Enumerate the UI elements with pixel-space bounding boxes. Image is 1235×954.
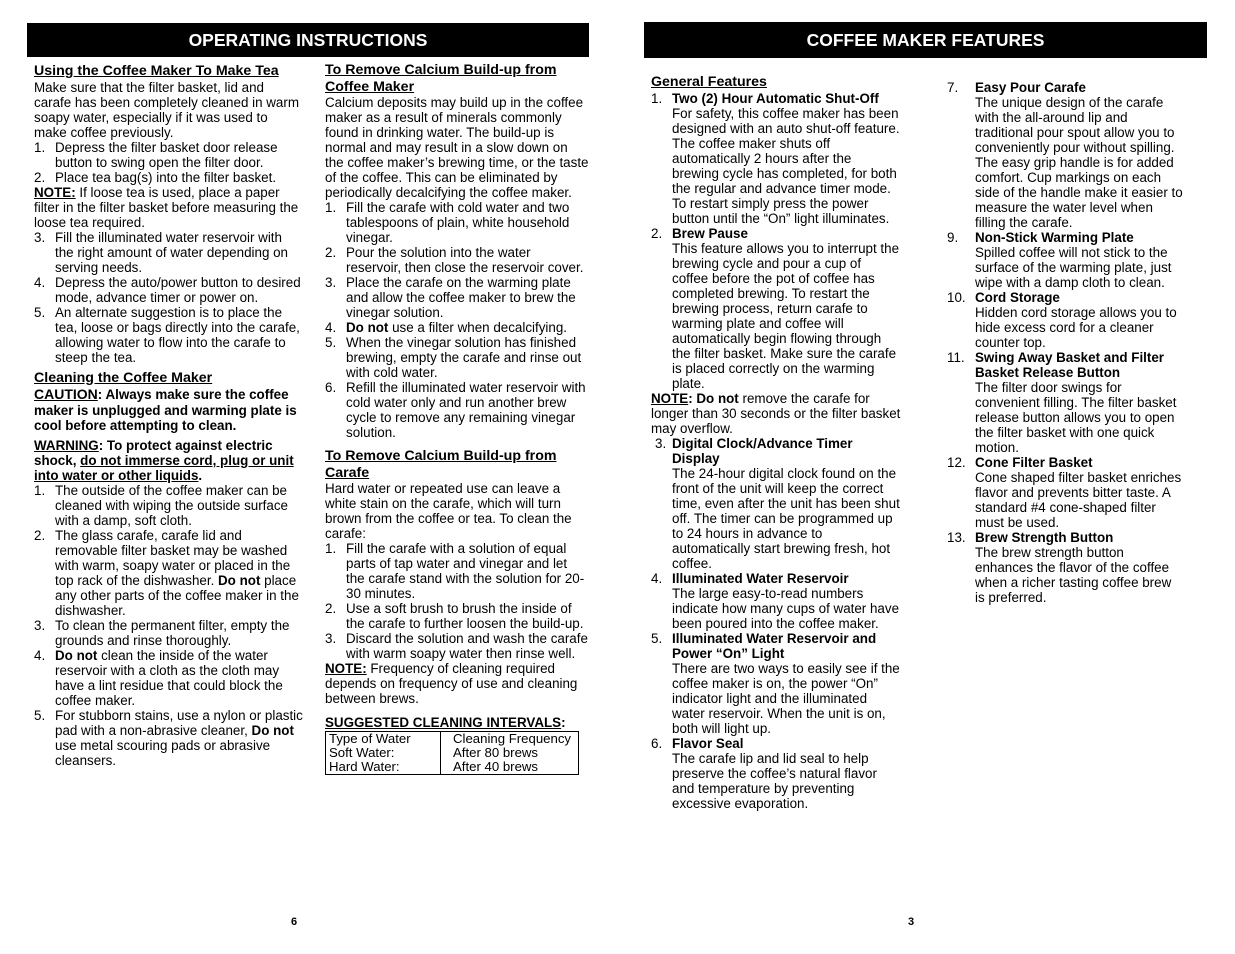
list-item	[325, 335, 589, 380]
list-item	[34, 305, 304, 365]
item-number: 1.	[34, 139, 46, 155]
feature-number: 7.	[947, 80, 959, 95]
item-text: Place the carafe on the warming plate and allow the coffee maker to brew the vinegar solution.	[346, 275, 576, 320]
intervals-cell: Cleaning Frequency	[453, 731, 572, 746]
calcium-carafe-note: NOTE: Frequency of cleaning required depends on frequency of use and cleaning between brews.	[325, 661, 578, 706]
item-number: 3.	[325, 631, 337, 646]
item-number: 6.	[325, 380, 337, 395]
list-item	[325, 320, 589, 335]
intervals-cell: After 80 brews	[453, 745, 539, 760]
page-number-right: 3	[908, 916, 915, 928]
item-number: 3.	[34, 617, 46, 633]
feature-description: The unique design of the carafe with the all-around lip and traditional pour spout allow you to conveniently pour without spilling. The easy grip handle is for added comfort. Cup markings on each side of the handle make it easier to measure the water level when filling the carafe.	[975, 95, 1183, 230]
section-title-tea: Using the Coffee Maker To Make Tea	[34, 63, 279, 79]
item-text: The glass carafe, carafe lid and removable filter basket may be washed with warm, soapy water or placed in the top rack of the dishwasher.	[55, 527, 291, 588]
section-title-calcium-maker: To Remove Calcium Build-up from Coffee Maker	[325, 62, 557, 95]
item-text: Fill the illuminated water reservoir with the right amount of water depending on serving needs.	[55, 229, 289, 275]
coffee-maker-features-header	[644, 22, 1207, 58]
calcium-maker-intro: Calcium deposits may build up in the coffee maker as a result of minerals commonly found in drinking water. The build-up is normal and may result in a slow down on the coffee maker’s brewing time, or the taste of the coffee. This can be eliminated by periodically decalcifying the coffee maker.	[325, 95, 589, 200]
feature-item: 3. Digital Clock/Advance Timer Display The 24-hour digital clock found on the front of the unit will keep the correct time, even after the unit has been shut off. The timer can be programmed up to 24 hours in advance to automatically start brewing fresh, hot coffee.	[655, 435, 900, 571]
operating-instructions-header	[27, 23, 589, 57]
feature-item	[947, 80, 1183, 230]
list-item	[34, 648, 304, 708]
feature-title: Swing Away Basket and Filter Basket Release Button	[975, 350, 1165, 380]
right-column-2	[947, 80, 1183, 605]
section-title-calcium-carafe: To Remove Calcium Build-up from Carafe	[325, 448, 557, 481]
feature-number: 13.	[947, 530, 966, 545]
item-number: 2.	[325, 245, 337, 260]
intervals-cell: After 40 brews	[453, 759, 539, 774]
feature-title: Brew Strength Button	[975, 530, 1114, 545]
feature-number: 9.	[947, 230, 959, 245]
item-number: 5.	[325, 335, 337, 350]
list-item	[34, 618, 304, 648]
item-number: 4.	[325, 320, 337, 335]
list-item	[325, 541, 589, 601]
calcium-carafe-intro: Hard water or repeated use can leave a white stain on the carafe, which will turn brown from the coffee or tea. To clean the carafe:	[325, 481, 572, 541]
features-list-c	[947, 80, 1183, 605]
item-number: 3.	[34, 229, 46, 245]
item-text: Place tea bag(s) into the filter basket.	[55, 169, 277, 185]
feature-title: Cord Storage	[975, 290, 1060, 305]
intervals-cell: Hard Water:	[326, 760, 441, 775]
feature-item: 6. Flavor Seal The carafe lip and lid seal to help preserve the coffee’s natural flavor and temperature by preventing excessive evaporation.	[651, 735, 877, 811]
item-text: use a filter when decalcifying.	[388, 320, 568, 335]
item-text: To clean the permanent filter, empty the grounds and rinse thoroughly.	[55, 617, 290, 648]
feature-description: Spilled coffee will not stick to the surface of the warming plate, just wipe with a damp cloth to clean.	[975, 245, 1172, 290]
item-text: clean the inside of the water reservoir with a cloth as the cloth may have a lint residue that could block the coffee maker.	[55, 647, 283, 708]
item-text: The outside of the coffee maker can be cleaned with wiping the outside surface with a damp, soft cloth.	[55, 482, 288, 528]
section-title-cleaning: Cleaning the Coffee Maker	[34, 369, 213, 386]
item-text: An alternate suggestion is to place the tea, loose or bags directly into the carafe, allowing water to flow into the carafe to steep the tea.	[55, 304, 300, 365]
item-text: Depress the filter basket door release button to swing open the filter door.	[55, 139, 278, 170]
item-number: 5.	[34, 707, 46, 723]
item-text: use metal scouring pads or abrasive cleansers.	[55, 737, 271, 768]
item-text: Pour the solution into the water reservoir, then close the reservoir cover.	[346, 245, 584, 275]
feature-item	[947, 350, 1183, 455]
tea-intro: Make sure that the filter basket, lid and carafe has been completely cleaned in warm soapy water, especially if it was used to make coffee previously.	[34, 79, 299, 140]
item-text: When the vinegar solution has finished brewing, empty the carafe and rinse out with cold water.	[346, 335, 582, 380]
tea-steps-b	[34, 230, 304, 365]
item-text: Use a soft brush to brush the inside of the carafe to further loosen the build-up.	[346, 601, 584, 631]
item-number: 2.	[325, 601, 337, 616]
item-text: For stubborn stains, use a nylon or plastic pad with a non-abrasive cleaner,	[55, 707, 303, 738]
feature-description: Hidden cord storage allows you to hide excess cord for a cleaner counter top.	[975, 305, 1177, 350]
item-text: Depress the auto/power button to desired mode, advance timer or power on.	[55, 274, 301, 305]
intervals-title: SUGGESTED CLEANING INTERVALS:	[325, 715, 566, 730]
list-item	[34, 528, 304, 618]
item-number: 1.	[325, 541, 337, 556]
tea-steps-a	[34, 140, 304, 185]
item-emphasis: Do not	[218, 572, 261, 588]
feature-item: 2. Brew Pause This feature allows you to interrupt the brewing cycle and pour a cup of coffee before the pot of coffee has completed brewing. To restart the brewing process, return carafe to warming plate and coffee will automatically begin flowing through the filter basket. Make sure the carafe is placed correctly on the warming plate.	[651, 225, 900, 391]
list-item	[34, 483, 304, 528]
intervals-cell: Soft Water:	[326, 746, 441, 760]
item-number: 2.	[34, 169, 46, 185]
page-number-left: 6	[291, 916, 298, 928]
item-emphasis: Do not	[346, 320, 389, 335]
feature-description: Cone shaped filter basket enriches flavor and prevents bitter taste. A standard #4 cone-shaped filter must be used.	[975, 470, 1182, 530]
feature-item	[947, 290, 1183, 350]
cleaning-steps	[34, 483, 304, 768]
left-column-1	[34, 63, 304, 768]
item-text: Fill the carafe with cold water and two tablespoons of plain, white household vinegar.	[346, 200, 570, 245]
intervals-row	[326, 732, 579, 747]
list-item	[325, 275, 589, 320]
warning-text: WARNING: To protect against electric shock, do not immerse cord, plug or unit into water or other liquids.	[34, 437, 294, 483]
item-number: 1.	[325, 200, 337, 215]
intervals-table	[325, 731, 579, 775]
item-text: Refill the illuminated water reservoir with cold water only and run another brew cycle to remove any remaining vinegar solution.	[346, 380, 586, 440]
right-column-1	[651, 74, 901, 811]
feature-item	[947, 230, 1183, 290]
feature-title: Cone Filter Basket	[975, 455, 1093, 470]
list-item	[34, 708, 304, 768]
feature-description: The brew strength button enhances the flavor of the coffee when a richer tasting coffee brew is preferred.	[975, 545, 1172, 605]
item-number: 4.	[34, 647, 46, 663]
feature-item: 5. Illuminated Water Reservoir and Power “On” Light There are two ways to easily see if the coffee maker is on, the power “On” indicator light and the illuminated water reservoir. When the unit is on, both will light up.	[651, 630, 900, 736]
feature-number: 11.	[947, 350, 965, 365]
intervals-cell: Type of Water	[326, 732, 441, 747]
list-item	[325, 200, 589, 245]
item-number: 1.	[34, 482, 46, 498]
feature-item: 4. Illuminated Water Reservoir The large easy-to-read numbers indicate how many cups of water have been poured into the coffee maker.	[651, 570, 900, 631]
calcium-maker-steps	[325, 200, 589, 440]
calcium-carafe-steps	[325, 541, 589, 661]
item-text: place any other parts of the coffee maker in the dishwasher.	[55, 572, 299, 618]
tea-note: NOTE: If loose tea is used, place a paper filter in the filter basket before measuring the loose tea required.	[34, 184, 299, 230]
features-list-a	[651, 91, 901, 391]
intervals-row	[326, 746, 579, 760]
features-list-b	[651, 436, 901, 811]
item-emphasis: Do not	[251, 722, 294, 738]
list-item	[325, 631, 589, 661]
feature-item	[947, 455, 1183, 530]
caution-text: CAUTION: Always make sure the coffee maker is unplugged and warming plate is cool before attempting to clean.	[34, 386, 297, 433]
list-item	[325, 601, 589, 631]
brew-pause-note: NOTE: Do not remove the carafe for longer than 30 seconds or the filter basket may overflow.	[651, 390, 901, 436]
feature-number: 12.	[947, 455, 966, 470]
list-item	[34, 170, 304, 185]
feature-item: 1. Two (2) Hour Automatic Shut-Off For safety, this coffee maker has been designed with an auto shut-off feature. The coffee maker shuts off automatically 2 hours after the brewing cycle has completed, for both the regular and advance timer mode. To restart simply press the power button until the “On” light illuminates.	[651, 90, 900, 226]
list-item	[325, 380, 589, 440]
item-text: Discard the solution and wash the carafe with warm soapy water then rinse well.	[346, 631, 588, 661]
item-emphasis: Do not	[55, 647, 98, 663]
item-number: 3.	[325, 275, 337, 290]
general-features-title: General Features	[651, 74, 767, 90]
list-item	[34, 275, 304, 305]
item-number: 5.	[34, 304, 46, 320]
left-column-2	[325, 62, 589, 775]
list-item	[325, 245, 589, 275]
feature-title: Non-Stick Warming Plate	[975, 230, 1134, 245]
list-item	[34, 140, 304, 170]
header-title: COFFEE MAKER FEATURES	[806, 29, 1045, 50]
feature-item	[947, 530, 1183, 605]
feature-number: 10.	[947, 290, 966, 305]
feature-title: Easy Pour Carafe	[975, 80, 1086, 95]
item-text: Fill the carafe with a solution of equal parts of tap water and vinegar and let the carafe stand with the solution for 20-30 minutes.	[346, 541, 585, 601]
item-number: 2.	[34, 527, 46, 543]
intervals-row	[326, 760, 579, 775]
feature-description: The filter door swings for convenient filling. The filter basket release button allows you to open the filter basket with one quick motion.	[975, 380, 1177, 455]
list-item	[34, 230, 304, 275]
header-title: OPERATING INSTRUCTIONS	[188, 29, 428, 50]
item-number: 4.	[34, 274, 46, 290]
